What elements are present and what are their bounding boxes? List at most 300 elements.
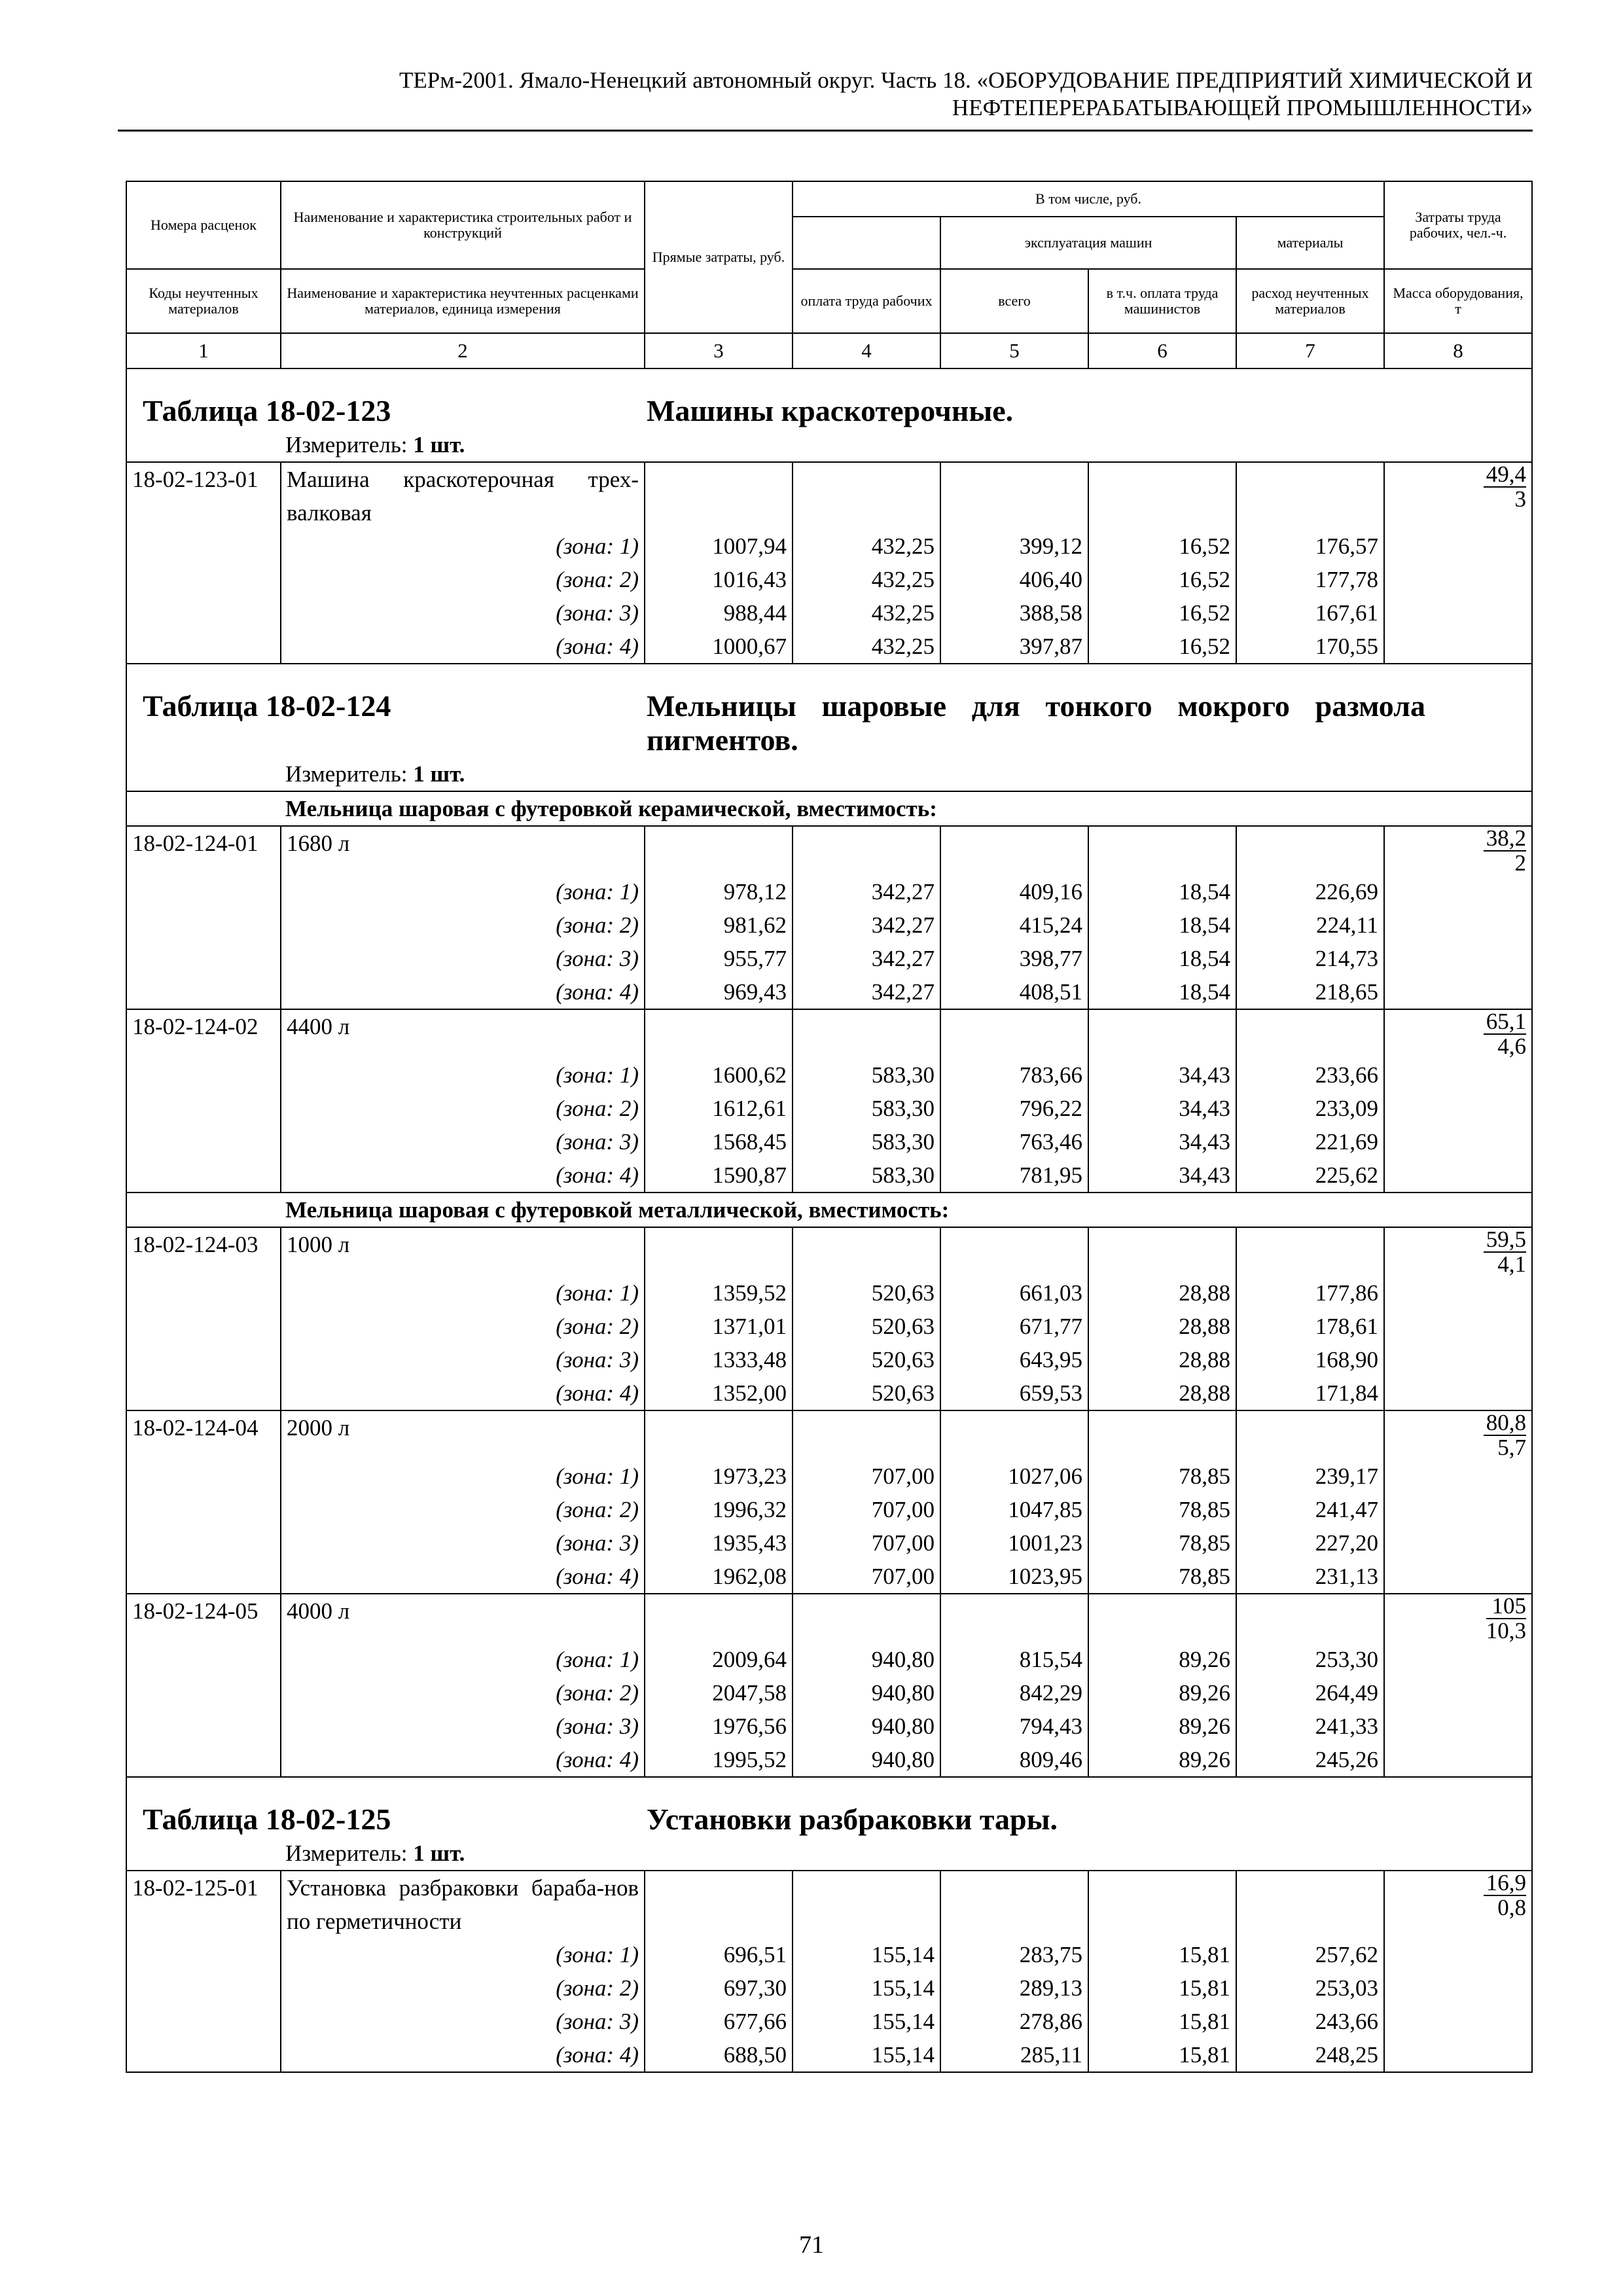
labor-mass-fraction	[1484, 463, 1526, 511]
zone-row	[126, 1676, 1532, 1710]
zone-row	[126, 1710, 1532, 1743]
value-pay: 707,00	[793, 1560, 940, 1594]
table-title-cell	[126, 1777, 1532, 1837]
empty-cell	[126, 1710, 281, 1743]
value-materials: 167,61	[1236, 596, 1384, 630]
value-direct: 955,77	[645, 942, 793, 975]
value-drivers: 28,88	[1088, 1376, 1236, 1410]
value-drivers: 78,85	[1088, 1493, 1236, 1526]
rate-name: 4400 л	[281, 1009, 645, 1058]
value-pay: 583,30	[793, 1092, 940, 1125]
rate-name: 1680 л	[281, 826, 645, 875]
labor-mass-fraction	[1484, 1228, 1526, 1276]
value-direct: 981,62	[645, 908, 793, 942]
meter-label: Измеритель:	[285, 432, 408, 457]
value-total: 289,13	[940, 1971, 1088, 2005]
value-drivers: 18,54	[1088, 942, 1236, 975]
empty-cell	[126, 2005, 281, 2038]
empty-cell	[793, 1594, 940, 1643]
value-drivers: 78,85	[1088, 1460, 1236, 1493]
value-drivers: 15,81	[1088, 2005, 1236, 2038]
table-number: Таблица 18-02-123	[143, 394, 391, 427]
zone-label: (зона: 1)	[281, 875, 645, 908]
empty-cell	[126, 596, 281, 630]
empty-cell	[645, 826, 793, 875]
value-materials: 178,61	[1236, 1310, 1384, 1343]
zone-label: (зона: 2)	[281, 1092, 645, 1125]
zone-label: (зона: 4)	[281, 2038, 645, 2072]
running-header-line1: ТЕРм-2001. Ямало-Ненецкий автономный округ. Часть 18. «ОБОРУДОВАНИЕ ПРЕДПРИЯТИЙ ХИМИЧЕСКОЙ И	[399, 67, 1533, 93]
empty-cell	[1236, 1594, 1384, 1643]
labor-value: 105	[1486, 1594, 1526, 1619]
empty-cell	[1088, 1410, 1236, 1460]
zone-label: (зона: 4)	[281, 975, 645, 1009]
empty-cell	[793, 826, 940, 875]
value-total: 815,54	[940, 1643, 1088, 1676]
empty-cell	[126, 1460, 281, 1493]
value-direct: 988,44	[645, 596, 793, 630]
value-materials: 171,84	[1236, 1376, 1384, 1410]
empty-cell	[645, 1227, 793, 1276]
value-total: 409,16	[940, 875, 1088, 908]
value-materials: 231,13	[1236, 1560, 1384, 1594]
meter-cell	[126, 757, 1532, 791]
zone-row	[126, 1310, 1532, 1343]
empty-cell	[126, 529, 281, 563]
table-name: Машины краскотерочные.	[647, 394, 1014, 427]
col-materials: материалы	[1236, 217, 1384, 269]
meter-value: 1 шт.	[413, 761, 465, 787]
meter-label: Измеритель:	[285, 761, 408, 787]
zone-label: (зона: 1)	[281, 1460, 645, 1493]
value-pay: 940,80	[793, 1676, 940, 1710]
zone-label: (зона: 2)	[281, 563, 645, 596]
rate-name: Машина краскотерочная трех-валковая	[281, 462, 645, 529]
labor-mass-cell	[1384, 462, 1532, 529]
zone-row	[126, 1560, 1532, 1594]
value-materials: 226,69	[1236, 875, 1384, 908]
empty-cell	[793, 1871, 940, 1938]
value-materials: 168,90	[1236, 1343, 1384, 1376]
table-name: Установки разбраковки тары.	[647, 1803, 1058, 1836]
value-direct: 696,51	[645, 1938, 793, 1971]
value-direct: 1568,45	[645, 1125, 793, 1158]
empty-cell	[645, 462, 793, 529]
labor-value: 59,5	[1484, 1228, 1526, 1253]
value-direct: 1935,43	[645, 1526, 793, 1560]
empty-cell	[1384, 1276, 1532, 1310]
empty-cell	[940, 826, 1088, 875]
col-direct-costs: Прямые затраты, руб.	[645, 181, 793, 333]
value-total: 406,40	[940, 563, 1088, 596]
meter-row	[126, 1837, 1532, 1871]
zone-label: (зона: 2)	[281, 1676, 645, 1710]
empty-cell	[940, 1009, 1088, 1058]
labor-mass-cell	[1384, 1227, 1532, 1276]
col-unaccounted-consumption: расход неучтенных материалов	[1236, 269, 1384, 333]
empty-cell	[1236, 1871, 1384, 1938]
empty-cell	[126, 1743, 281, 1777]
empty-cell	[1384, 1676, 1532, 1710]
table-number: Таблица 18-02-125	[143, 1803, 391, 1836]
empty-cell	[126, 1560, 281, 1594]
mass-value: 0,8	[1497, 1895, 1527, 1920]
value-total: 643,95	[940, 1343, 1088, 1376]
empty-cell	[1088, 462, 1236, 529]
labor-mass-cell	[1384, 1594, 1532, 1643]
zone-row	[126, 1493, 1532, 1526]
rate-code: 18-02-124-04	[126, 1410, 281, 1460]
value-pay: 432,25	[793, 596, 940, 630]
value-total: 809,46	[940, 1743, 1088, 1777]
zone-label: (зона: 3)	[281, 2005, 645, 2038]
value-direct: 1590,87	[645, 1158, 793, 1193]
col-number: 3	[645, 333, 793, 368]
empty-cell	[1384, 563, 1532, 596]
value-pay: 940,80	[793, 1643, 940, 1676]
zone-row	[126, 529, 1532, 563]
value-total: 285,11	[940, 2038, 1088, 2072]
value-materials: 253,03	[1236, 1971, 1384, 2005]
value-pay: 342,27	[793, 942, 940, 975]
value-pay: 707,00	[793, 1493, 940, 1526]
value-materials: 241,47	[1236, 1493, 1384, 1526]
value-materials: 233,09	[1236, 1092, 1384, 1125]
value-direct: 1995,52	[645, 1743, 793, 1777]
labor-value: 38,2	[1484, 827, 1526, 852]
empty-cell	[126, 1276, 281, 1310]
value-drivers: 89,26	[1088, 1676, 1236, 1710]
rates-table	[126, 181, 1533, 2073]
zone-label: (зона: 3)	[281, 596, 645, 630]
zone-label: (зона: 2)	[281, 1971, 645, 2005]
value-materials: 241,33	[1236, 1710, 1384, 1743]
empty-cell	[1384, 975, 1532, 1009]
value-pay: 520,63	[793, 1343, 940, 1376]
empty-cell	[126, 875, 281, 908]
value-materials: 176,57	[1236, 529, 1384, 563]
zone-row	[126, 1125, 1532, 1158]
empty-cell	[1384, 1971, 1532, 2005]
labor-value: 49,4	[1484, 463, 1526, 488]
empty-cell	[126, 1971, 281, 2005]
value-drivers: 15,81	[1088, 2038, 1236, 2072]
value-materials: 177,78	[1236, 563, 1384, 596]
value-drivers: 78,85	[1088, 1526, 1236, 1560]
zone-row	[126, 1376, 1532, 1410]
meter-row	[126, 757, 1532, 791]
rate-code: 18-02-124-05	[126, 1594, 281, 1643]
zone-label: (зона: 3)	[281, 942, 645, 975]
value-materials: 245,26	[1236, 1743, 1384, 1777]
labor-mass-fraction	[1484, 827, 1526, 875]
zone-label: (зона: 3)	[281, 1343, 645, 1376]
empty-cell	[1384, 1376, 1532, 1410]
zone-row	[126, 1743, 1532, 1777]
zone-row	[126, 1158, 1532, 1193]
empty-cell	[126, 1676, 281, 1710]
table-title-row	[126, 664, 1532, 757]
empty-cell	[1384, 1643, 1532, 1676]
zone-row	[126, 908, 1532, 942]
empty-cell	[126, 1493, 281, 1526]
group-row	[126, 791, 1532, 826]
empty-cell	[1384, 1493, 1532, 1526]
table-title-row	[126, 1777, 1532, 1837]
rate-row	[126, 1594, 1532, 1643]
zone-row	[126, 1343, 1532, 1376]
empty-cell	[645, 1410, 793, 1460]
value-total: 398,77	[940, 942, 1088, 975]
table-name: Мельницы шаровые для тонкого мокрого размола пигментов.	[647, 689, 1425, 757]
value-pay: 583,30	[793, 1158, 940, 1193]
value-drivers: 18,54	[1088, 908, 1236, 942]
value-pay: 342,27	[793, 975, 940, 1009]
value-pay: 155,14	[793, 2005, 940, 2038]
col-unaccounted-codes: Коды неучтенных материалов	[126, 269, 281, 333]
value-total: 1047,85	[940, 1493, 1088, 1526]
empty-cell	[1384, 1343, 1532, 1376]
value-pay: 155,14	[793, 1971, 940, 2005]
value-pay: 520,63	[793, 1276, 940, 1310]
empty-cell	[126, 563, 281, 596]
empty-cell	[940, 1227, 1088, 1276]
value-materials: 243,66	[1236, 2005, 1384, 2038]
value-materials: 218,65	[1236, 975, 1384, 1009]
zone-row	[126, 1971, 1532, 2005]
empty-cell	[1088, 826, 1236, 875]
empty-cell	[1384, 1938, 1532, 1971]
value-total: 659,53	[940, 1376, 1088, 1410]
empty-cell	[126, 975, 281, 1009]
zone-row	[126, 942, 1532, 975]
rate-row	[126, 1227, 1532, 1276]
col-unaccounted-name: Наименование и характеристика неучтенных расценками материалов, единица измерения	[281, 269, 645, 333]
value-drivers: 16,52	[1088, 630, 1236, 664]
zone-label: (зона: 4)	[281, 1158, 645, 1193]
empty-cell	[126, 1125, 281, 1158]
value-drivers: 15,81	[1088, 1938, 1236, 1971]
col-number: 8	[1384, 333, 1532, 368]
value-total: 399,12	[940, 529, 1088, 563]
value-direct: 1359,52	[645, 1276, 793, 1310]
empty-cell	[126, 630, 281, 664]
zone-label: (зона: 3)	[281, 1710, 645, 1743]
zone-label: (зона: 3)	[281, 1526, 645, 1560]
value-drivers: 28,88	[1088, 1343, 1236, 1376]
value-materials: 225,62	[1236, 1158, 1384, 1193]
value-total: 397,87	[940, 630, 1088, 664]
value-direct: 1371,01	[645, 1310, 793, 1343]
value-pay: 583,30	[793, 1125, 940, 1158]
zone-label: (зона: 3)	[281, 1125, 645, 1158]
value-pay: 583,30	[793, 1058, 940, 1092]
empty-cell	[126, 1158, 281, 1193]
zone-label: (зона: 4)	[281, 1560, 645, 1594]
mass-value: 5,7	[1497, 1435, 1527, 1460]
value-materials: 257,62	[1236, 1938, 1384, 1971]
rate-row	[126, 1009, 1532, 1058]
running-header	[118, 67, 1533, 122]
value-materials: 233,66	[1236, 1058, 1384, 1092]
value-pay: 342,27	[793, 908, 940, 942]
zone-row	[126, 563, 1532, 596]
page-number: 71	[799, 2231, 824, 2259]
value-total: 661,03	[940, 1276, 1088, 1310]
value-direct: 969,43	[645, 975, 793, 1009]
value-pay: 707,00	[793, 1460, 940, 1493]
value-direct: 688,50	[645, 2038, 793, 2072]
value-direct: 1612,61	[645, 1092, 793, 1125]
labor-mass-fraction	[1484, 1411, 1526, 1460]
empty-cell	[126, 1092, 281, 1125]
empty-cell	[1384, 1560, 1532, 1594]
empty-cell	[1384, 1058, 1532, 1092]
value-direct: 1996,32	[645, 1493, 793, 1526]
col-workers-pay: оплата труда рабочих	[793, 269, 940, 333]
empty-cell	[1384, 1125, 1532, 1158]
value-total: 1023,95	[940, 1560, 1088, 1594]
zone-label: (зона: 2)	[281, 1493, 645, 1526]
zone-row	[126, 630, 1532, 664]
value-direct: 1333,48	[645, 1343, 793, 1376]
empty-cell	[126, 1058, 281, 1092]
zone-label: (зона: 4)	[281, 630, 645, 664]
group-row	[126, 1193, 1532, 1227]
mass-value: 3	[1514, 486, 1527, 512]
empty-cell	[1384, 1310, 1532, 1343]
col-number: 4	[793, 333, 940, 368]
empty-cell	[1384, 1460, 1532, 1493]
rate-name: Установка разбраковки бараба-нов по герметичности	[281, 1871, 645, 1938]
running-header-line2: НЕФТЕПЕРЕРАБАТЫВАЮЩЕЙ ПРОМЫШЛЕННОСТИ»	[952, 95, 1533, 120]
rate-row	[126, 826, 1532, 875]
value-pay: 940,80	[793, 1743, 940, 1777]
value-direct: 1000,67	[645, 630, 793, 664]
empty-cell	[1384, 908, 1532, 942]
group-label: Мельница шаровая с футеровкой металлической, вместимость:	[126, 1193, 1532, 1227]
value-pay: 520,63	[793, 1310, 940, 1343]
value-total: 783,66	[940, 1058, 1088, 1092]
value-pay: 707,00	[793, 1526, 940, 1560]
labor-mass-cell	[1384, 826, 1532, 875]
rate-name: 1000 л	[281, 1227, 645, 1276]
value-total: 278,86	[940, 2005, 1088, 2038]
zone-row	[126, 875, 1532, 908]
value-drivers: 89,26	[1088, 1743, 1236, 1777]
labor-mass-cell	[1384, 1009, 1532, 1058]
value-total: 842,29	[940, 1676, 1088, 1710]
col-number: 6	[1088, 333, 1236, 368]
empty-cell	[1236, 826, 1384, 875]
value-drivers: 16,52	[1088, 596, 1236, 630]
rate-row	[126, 1871, 1532, 1938]
zone-row	[126, 1276, 1532, 1310]
value-materials: 214,73	[1236, 942, 1384, 975]
rate-code: 18-02-124-01	[126, 826, 281, 875]
header-rule	[118, 130, 1533, 132]
col-number: 7	[1236, 333, 1384, 368]
table-body	[126, 368, 1532, 2072]
empty-cell	[126, 2038, 281, 2072]
value-total: 794,43	[940, 1710, 1088, 1743]
table-number: Таблица 18-02-124	[143, 689, 391, 723]
empty-cell	[126, 1643, 281, 1676]
empty-cell	[940, 462, 1088, 529]
empty-cell	[1088, 1871, 1236, 1938]
value-pay: 155,14	[793, 2038, 940, 2072]
zone-row	[126, 1526, 1532, 1560]
value-drivers: 18,54	[1088, 875, 1236, 908]
value-total: 671,77	[940, 1310, 1088, 1343]
value-drivers: 16,52	[1088, 529, 1236, 563]
zone-label: (зона: 1)	[281, 1058, 645, 1092]
empty-cell	[1384, 1710, 1532, 1743]
meter-value: 1 шт.	[413, 432, 465, 457]
meter-row	[126, 428, 1532, 462]
empty-cell	[645, 1871, 793, 1938]
value-direct: 1352,00	[645, 1376, 793, 1410]
empty-cell	[1236, 1410, 1384, 1460]
value-direct: 2009,64	[645, 1643, 793, 1676]
zone-label: (зона: 2)	[281, 908, 645, 942]
value-materials: 221,69	[1236, 1125, 1384, 1158]
value-materials: 177,86	[1236, 1276, 1384, 1310]
col-rates-numbers: Номера расценок	[126, 181, 281, 269]
value-drivers: 34,43	[1088, 1092, 1236, 1125]
value-materials: 253,30	[1236, 1643, 1384, 1676]
value-direct: 1976,56	[645, 1710, 793, 1743]
empty-cell	[645, 1594, 793, 1643]
labor-value: 65,1	[1484, 1010, 1526, 1035]
empty-cell	[1088, 1009, 1236, 1058]
mass-value: 10,3	[1486, 1618, 1527, 1643]
rate-name: 2000 л	[281, 1410, 645, 1460]
zone-row	[126, 2038, 1532, 2072]
zone-label: (зона: 1)	[281, 1643, 645, 1676]
value-drivers: 34,43	[1088, 1058, 1236, 1092]
value-total: 388,58	[940, 596, 1088, 630]
value-drivers: 28,88	[1088, 1276, 1236, 1310]
rate-row	[126, 462, 1532, 529]
value-drivers: 34,43	[1088, 1158, 1236, 1193]
empty-cell	[940, 1871, 1088, 1938]
zone-row	[126, 1058, 1532, 1092]
empty-cell	[1384, 1158, 1532, 1193]
labor-value: 16,9	[1484, 1871, 1526, 1896]
empty-cell	[126, 1526, 281, 1560]
zone-label: (зона: 1)	[281, 529, 645, 563]
empty-cell	[645, 1009, 793, 1058]
value-materials: 170,55	[1236, 630, 1384, 664]
zone-row	[126, 596, 1532, 630]
mass-value: 4,1	[1497, 1251, 1527, 1277]
value-materials: 227,20	[1236, 1526, 1384, 1560]
mass-value: 2	[1514, 850, 1527, 876]
value-drivers: 18,54	[1088, 975, 1236, 1009]
value-total: 408,51	[940, 975, 1088, 1009]
col-labor-costs: Затраты труда рабочих, чел.-ч.	[1384, 181, 1532, 269]
empty-cell	[126, 908, 281, 942]
zone-row	[126, 1460, 1532, 1493]
col-drivers-pay: в т.ч. оплата труда машинистов	[1088, 269, 1236, 333]
value-total: 763,46	[940, 1125, 1088, 1158]
empty-cell	[793, 1410, 940, 1460]
zone-label: (зона: 2)	[281, 1310, 645, 1343]
value-drivers: 89,26	[1088, 1643, 1236, 1676]
empty-cell	[1088, 1594, 1236, 1643]
meter-cell	[126, 428, 1532, 462]
